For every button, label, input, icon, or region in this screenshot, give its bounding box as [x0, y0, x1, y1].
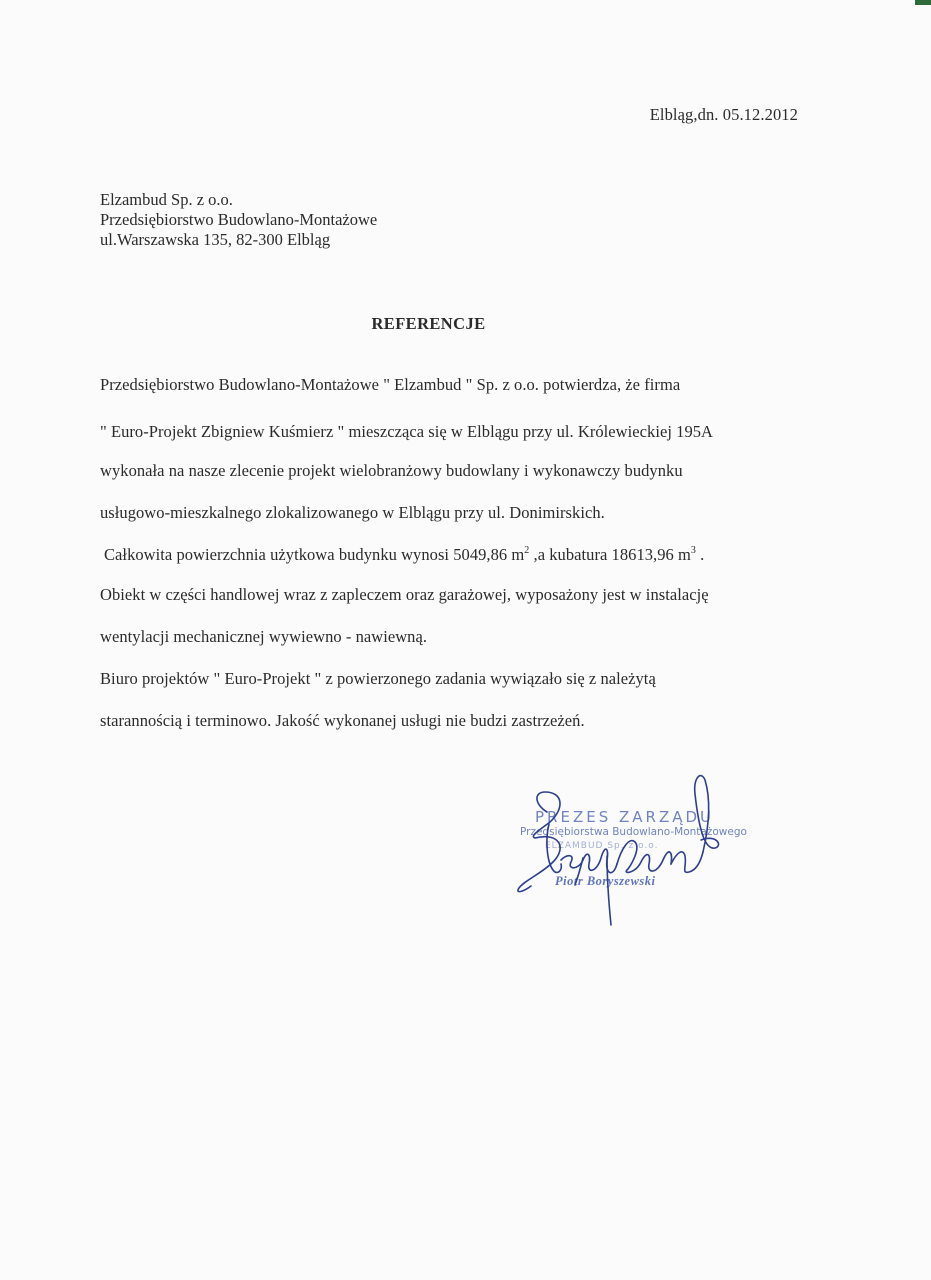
body-line-1: Przedsiębiorstwo Budowlano-Montażowe " Elzambud " Sp. z o.o. potwierdza, że firma	[100, 375, 681, 394]
stamp-company-name: ELZAMBUD Sp. z o.o.	[545, 841, 659, 851]
volume-text: ,a kubatura 18613,96 m	[529, 545, 691, 564]
body-line-2: " Euro-Projekt Zbigniew Kuśmierz " mieszcząca się w Elblągu przy ul. Królewieckiej 195A	[100, 422, 714, 441]
sender-company: Elzambud Sp. z o.o.	[100, 190, 233, 209]
sender-street: ul.Warszawska 135, 82-300 Elbląg	[100, 230, 331, 249]
document-title: REFERENCJE	[371, 314, 486, 333]
body-line-8: Biuro projektów " Euro-Projekt " z powierzonego zadania wywiązało się z należytą	[100, 669, 656, 688]
area-unit-exponent: 2	[524, 545, 530, 556]
handwritten-signature	[505, 770, 745, 930]
volume-unit-exponent: 3	[690, 545, 696, 556]
stamp-signatory-name: Piotr Boryszewski	[555, 874, 656, 888]
body-line-7: wentylacji mechanicznej wywiewno - nawiewną.	[100, 627, 428, 646]
body-line-6: Obiekt w części handlowej wraz z zapleczem oraz garażowej, wyposażony jest w instalację	[100, 585, 709, 604]
stamp-title: PREZES ZARZĄDU	[535, 808, 715, 826]
stamp-company: Przedsiębiorstwa Budowlano-Montażowego	[520, 826, 747, 838]
document-title-row	[0, 314, 931, 334]
sender-company-type: Przedsiębiorstwo Budowlano-Montażowe	[100, 210, 378, 229]
body-line-5	[104, 545, 704, 565]
body-line-3: wykonała na nasze zlecenie projekt wielobranżowy budowlany i wykonawczy budynku	[100, 461, 683, 480]
line-5-end: .	[695, 545, 705, 564]
scan-corner-mark	[915, 0, 931, 5]
body-line-4: usługowo-mieszkalnego zlokalizowanego w Elblągu przy ul. Donimirskich.	[100, 503, 605, 522]
area-text: Całkowita powierzchnia użytkowa budynku wynosi 5049,86 m	[104, 545, 525, 564]
body-line-9: starannością i terminowo. Jakość wykonanej usługi nie budzi zastrzeżeń.	[100, 711, 585, 730]
date-line: Elbląg,dn. 05.12.2012	[649, 105, 798, 124]
signature-stamp	[505, 770, 745, 930]
sender-address-block	[100, 190, 377, 250]
